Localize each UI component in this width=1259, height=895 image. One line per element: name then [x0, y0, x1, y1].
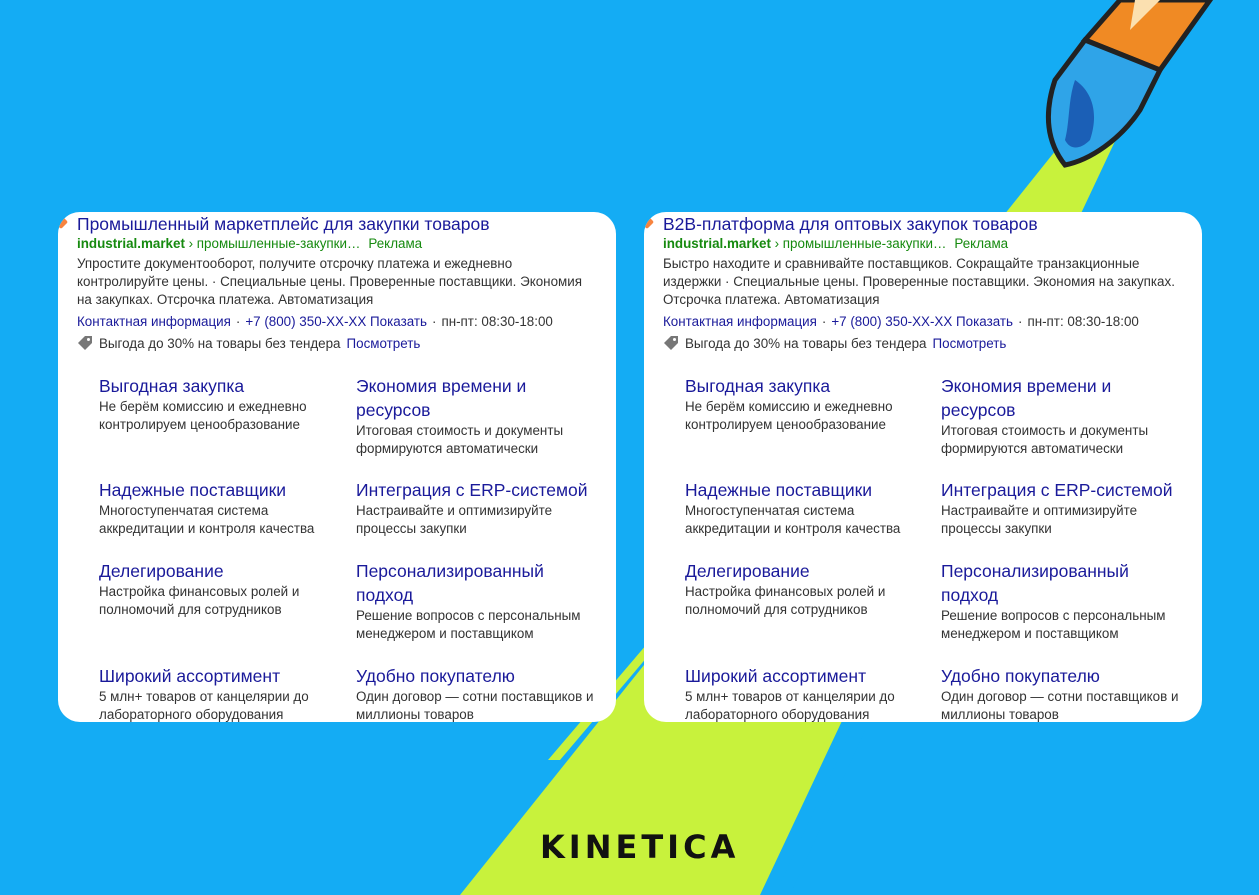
sitelink: [356, 478, 601, 538]
sitelink-title[interactable]: Широкий ассортимент: [685, 666, 867, 686]
ad-label: Реклама: [954, 236, 1009, 251]
sitelink: [356, 664, 601, 722]
sitelink-title[interactable]: Удобно покупателю: [941, 666, 1100, 686]
sitelink: [941, 374, 1186, 458]
sitelink-title[interactable]: Широкий ассортимент: [99, 666, 281, 686]
ad-title-link[interactable]: B2B-платформа для оптовых закупок товаров: [663, 214, 1038, 234]
sitelink-title[interactable]: Экономия времени и ресурсов: [941, 376, 1112, 420]
phone-link[interactable]: +7 (800) 350-XX-XX: [831, 314, 953, 329]
sitelink-desc: Решение вопросов с персональным менеджером и поставщиком: [356, 608, 581, 641]
ad-url-path: › промышленные-закупки…: [770, 236, 947, 251]
sitelink-desc: Итоговая стоимость и документы формируются автоматически: [356, 423, 564, 456]
show-phone-link[interactable]: Показать: [956, 314, 1013, 329]
ad-description: Быстро находите и сравнивайте поставщиков. Сокращайте транзакционные издержки · Специальные цены. Проверенные поставщики. Экономия на закупках. Отсрочка платежа. Автоматизация: [663, 256, 1175, 307]
sitelink-title[interactable]: Персонализированный подход: [941, 561, 1129, 605]
kinetica-logo: KINETICA: [540, 828, 740, 866]
sitelink: [685, 478, 930, 538]
sitelink-desc: 5 млн+ товаров от канцелярии до лабораторного оборудования: [685, 689, 895, 722]
sitelink-title[interactable]: Делегирование: [685, 561, 810, 581]
tag-icon: [77, 335, 93, 351]
sitelink-desc: Не берём комиссию и ежедневно контролируем ценообразование: [99, 399, 307, 432]
sitelink-title[interactable]: Надежные поставщики: [685, 480, 873, 500]
sitelink: [941, 664, 1186, 722]
ad-url-row: [77, 236, 422, 251]
sitelink: [99, 664, 344, 722]
pen-icon: [1048, 0, 1210, 165]
sitelink-desc: Не берём комиссию и ежедневно контролируем ценообразование: [685, 399, 893, 432]
ad-contacts-row: [77, 314, 553, 329]
sitelink: [941, 559, 1186, 643]
sitelink: [99, 559, 344, 619]
ad-promo-row: [77, 335, 420, 351]
ad-title-link[interactable]: Промышленный маркетплейс для закупки товаров: [77, 214, 490, 234]
promo-link[interactable]: Посмотреть: [932, 335, 1007, 351]
sitelink: [356, 374, 601, 458]
sitelink-title[interactable]: Интеграция с ERP-системой: [356, 480, 588, 500]
show-phone-link[interactable]: Показать: [370, 314, 427, 329]
sitelink: [685, 559, 930, 619]
separator: ·: [1017, 314, 1023, 329]
promo-link[interactable]: Посмотреть: [346, 335, 421, 351]
sitelink-title[interactable]: Персонализированный подход: [356, 561, 544, 605]
sitelink-desc: Многоступенчатая система аккредитации и контроля качества: [685, 503, 901, 536]
separator: ·: [821, 314, 827, 329]
sitelink-desc: Решение вопросов с персональным менеджером и поставщиком: [941, 608, 1166, 641]
sitelink: [685, 664, 930, 722]
separator: ·: [235, 314, 241, 329]
sitelink-title[interactable]: Выгодная закупка: [685, 376, 831, 396]
contact-info-link[interactable]: Контактная информация: [663, 314, 817, 329]
sitelink: [685, 374, 930, 434]
sitelink-desc: Настраивайте и оптимизируйте процессы закупки: [941, 503, 1138, 536]
sitelink: [356, 559, 601, 643]
ad-url-row: [663, 236, 1008, 251]
sitelink: [99, 478, 344, 538]
ad-promo-row: [663, 335, 1006, 351]
promo-text: Выгода до 30% на товары без тендера: [99, 335, 341, 351]
sitelink-desc: Настройка финансовых ролей и полномочий для сотрудников: [99, 584, 300, 617]
phone-link[interactable]: +7 (800) 350-XX-XX: [245, 314, 367, 329]
ad-card-right: [644, 212, 1202, 722]
separator: ·: [431, 314, 437, 329]
working-hours: пн-пт: 08:30-18:00: [1027, 314, 1139, 329]
ad-card-left: [58, 212, 616, 722]
contact-info-link[interactable]: Контактная информация: [77, 314, 231, 329]
sitelink-title[interactable]: Интеграция с ERP-системой: [941, 480, 1173, 500]
ad-domain-link[interactable]: industrial.market: [77, 236, 185, 251]
ad-url-path: › промышленные-закупки…: [184, 236, 361, 251]
ad-marker-icon: [58, 215, 68, 229]
ad-label: Реклама: [368, 236, 423, 251]
ad-description: Упростите документооборот, получите отсрочку платежа и ежедневно контролируйте цены. · Специальные цены. Проверенные поставщики. Экономия на закупках. Отсрочка платежа. Автоматизация: [77, 256, 582, 307]
tag-icon: [663, 335, 679, 351]
sitelink-title[interactable]: Надежные поставщики: [99, 480, 287, 500]
sitelink-desc: Один договор — сотни поставщиков и миллионы товаров: [356, 689, 594, 722]
ad-contacts-row: [663, 314, 1139, 329]
working-hours: пн-пт: 08:30-18:00: [441, 314, 553, 329]
sitelink-title[interactable]: Экономия времени и ресурсов: [356, 376, 527, 420]
sitelink-title[interactable]: Удобно покупателю: [356, 666, 515, 686]
sitelink-desc: 5 млн+ товаров от канцелярии до лабораторного оборудования: [99, 689, 309, 722]
sitelink-desc: Настройка финансовых ролей и полномочий для сотрудников: [685, 584, 886, 617]
sitelink-desc: Итоговая стоимость и документы формируются автоматически: [941, 423, 1149, 456]
sitelink: [99, 374, 344, 434]
sitelink-desc: Настраивайте и оптимизируйте процессы закупки: [356, 503, 553, 536]
sitelink-desc: Многоступенчатая система аккредитации и контроля качества: [99, 503, 315, 536]
sitelink-desc: Один договор — сотни поставщиков и миллионы товаров: [941, 689, 1179, 722]
sitelink-title[interactable]: Выгодная закупка: [99, 376, 245, 396]
promo-text: Выгода до 30% на товары без тендера: [685, 335, 927, 351]
sitelink: [941, 478, 1186, 538]
ad-domain-link[interactable]: industrial.market: [663, 236, 771, 251]
sitelink-title[interactable]: Делегирование: [99, 561, 224, 581]
ad-marker-icon: [644, 215, 654, 229]
